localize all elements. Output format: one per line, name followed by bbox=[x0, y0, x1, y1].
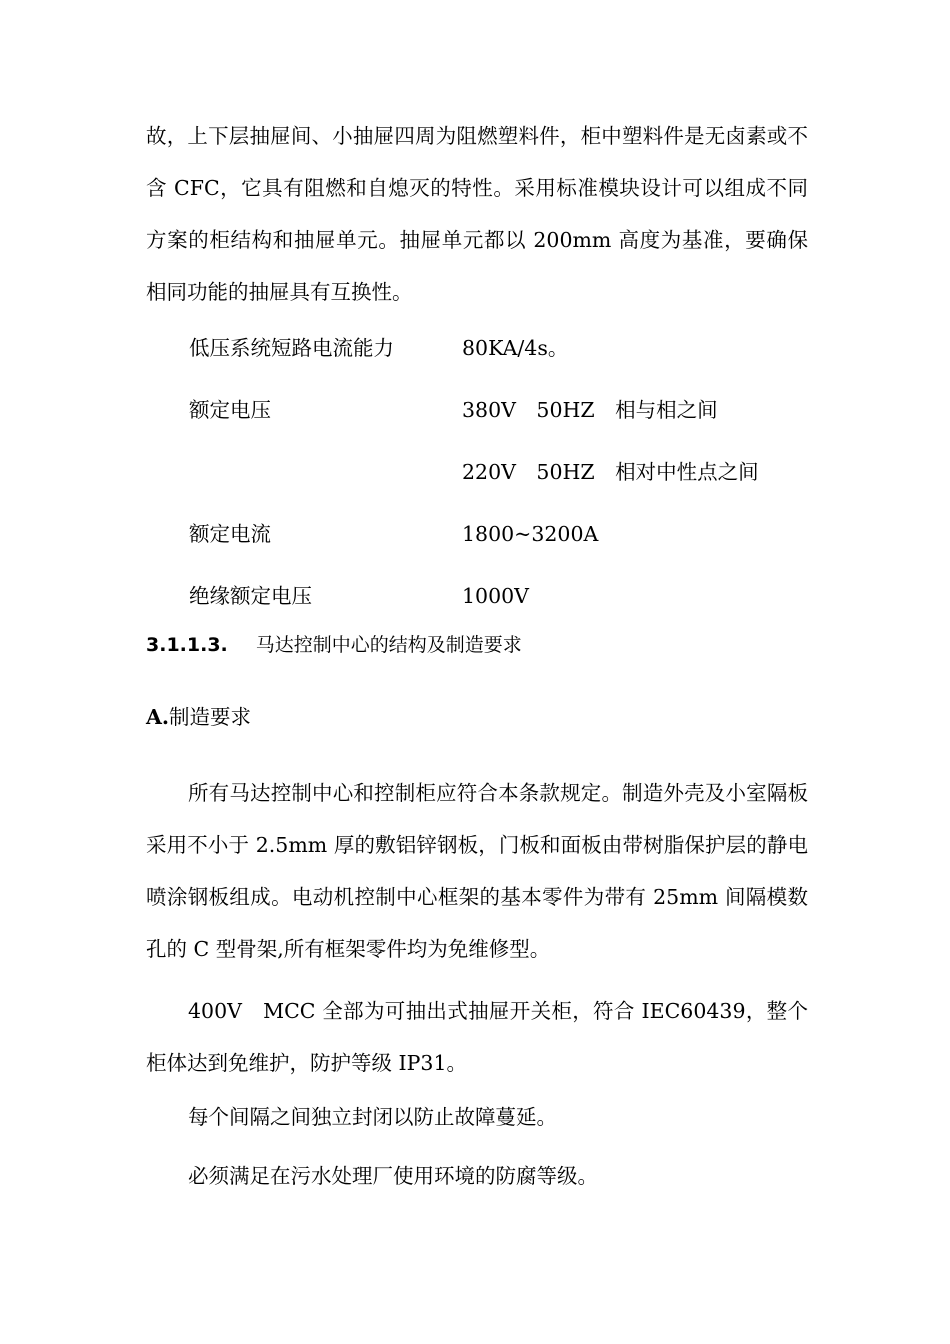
spec-value: 1000V bbox=[462, 584, 529, 608]
paragraph-mcc: 400V MCC 全部为可抽出式抽屉开关柜，符合 IEC60439，整个柜体达到免维护，防护等级 IP31。 bbox=[146, 999, 808, 1075]
paragraph-isolation: 每个间隔之间独立封闭以防止故障蔓延。 bbox=[188, 1105, 557, 1129]
section-heading bbox=[146, 628, 522, 662]
spec-row-rated-voltage-neutral bbox=[189, 457, 809, 487]
spec-label: 绝缘额定电压 bbox=[189, 584, 312, 608]
subsection-title: 制造要求 bbox=[169, 705, 252, 729]
section-title: 马达控制中心的结构及制造要求 bbox=[255, 634, 522, 656]
spec-label: 额定电流 bbox=[189, 522, 271, 546]
paragraph-corrosion: 必须满足在污水处理厂使用环境的防腐等级。 bbox=[188, 1164, 598, 1188]
spec-row-rated-current bbox=[189, 519, 809, 549]
spec-row-insulation-voltage bbox=[189, 581, 809, 611]
spec-value: 1800~3200A bbox=[462, 522, 599, 546]
paragraph-manufacturing: 所有马达控制中心和控制柜应符合本条款规定。制造外壳及小室隔板采用不小于 2.5mm 厚的敷铝锌钢板，门板和面板由带树脂保护层的静电喷涂钢板组成。电动机控制中心框架的基本零件为带有 25mm 间隔模数孔的 C 型骨架,所有框架零件均为免维修型。 bbox=[146, 781, 808, 961]
spec-row-short-circuit bbox=[189, 333, 809, 363]
intro-paragraph: 故，上下层抽屉间、小抽屉四周为阻燃塑料件，柜中塑料件是无卤素或不含 CFC，它具有阻燃和自熄灭的特性。采用标准模块设计可以组成不同方案的柜结构和抽屉单元。抽屉单元都以 200mm 高度为基准，要确保相同功能的抽屉具有互换性。 bbox=[146, 124, 808, 304]
spec-label: 额定电压 bbox=[189, 398, 271, 422]
subsection-letter: A. bbox=[146, 705, 170, 729]
section-number: 3.1.1.3. bbox=[146, 634, 228, 656]
spec-row-rated-voltage bbox=[189, 395, 809, 425]
spec-value: 80KA/4s。 bbox=[462, 336, 569, 360]
subsection-heading bbox=[146, 700, 251, 734]
spec-value: 380V 50HZ 相与相之间 bbox=[462, 398, 718, 422]
spec-label: 低压系统短路电流能力 bbox=[189, 336, 394, 360]
spec-value: 220V 50HZ 相对中性点之间 bbox=[462, 460, 759, 484]
